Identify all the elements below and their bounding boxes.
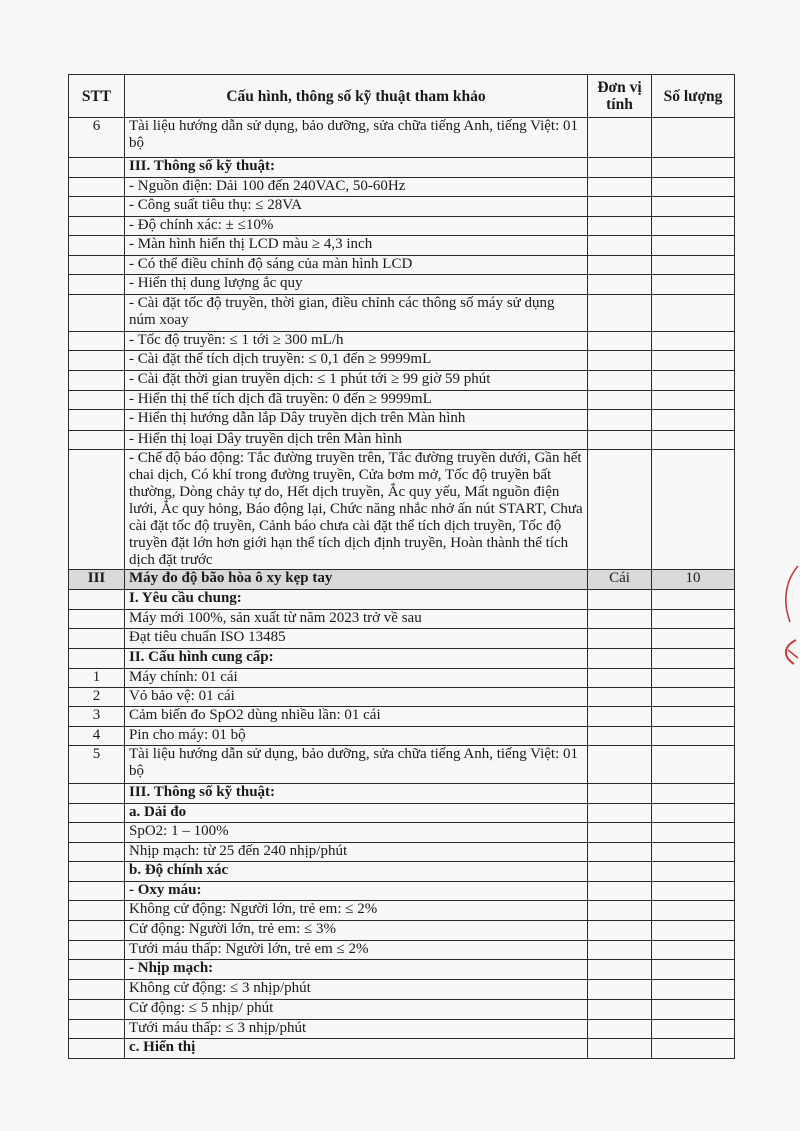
row-description: Cảm biến đo SpO2 dùng nhiều lần: 01 cái (125, 707, 588, 727)
row-unit (588, 823, 652, 843)
row-stt (69, 236, 125, 256)
table-row (69, 1020, 735, 1039)
row-description: Máy chính: 01 cái (125, 669, 588, 688)
table-row (69, 197, 735, 217)
row-stt (69, 371, 125, 391)
row-stt (69, 980, 125, 1000)
row-description: Đạt tiêu chuẩn ISO 13485 (125, 629, 588, 649)
table-row (69, 450, 735, 570)
table-row (69, 391, 735, 410)
table-row (69, 843, 735, 862)
row-description: - Công suất tiêu thụ: ≤ 28VA (125, 197, 588, 217)
row-qty (652, 1000, 735, 1020)
row-unit (588, 610, 652, 629)
row-qty (652, 410, 735, 431)
row-qty (652, 590, 735, 610)
row-stt (69, 178, 125, 197)
table-row (69, 217, 735, 236)
row-unit (588, 688, 652, 707)
table-row (69, 351, 735, 371)
row-unit (588, 197, 652, 217)
table-row (69, 921, 735, 941)
row-description: Vỏ bảo vệ: 01 cái (125, 688, 588, 707)
row-stt (69, 590, 125, 610)
row-unit (588, 746, 652, 784)
row-description: - Màn hình hiển thị LCD màu ≥ 4,3 inch (125, 236, 588, 256)
row-unit (588, 784, 652, 804)
row-qty (652, 295, 735, 332)
row-unit: Cái (588, 570, 652, 590)
table-row (69, 727, 735, 746)
row-qty (652, 332, 735, 351)
row-stt (69, 431, 125, 450)
row-stt: 5 (69, 746, 125, 784)
table-header-row (69, 75, 735, 118)
table-row (69, 158, 735, 178)
row-stt (69, 804, 125, 823)
row-qty (652, 450, 735, 570)
table-body (69, 118, 735, 1059)
row-qty (652, 1039, 735, 1059)
header-stt: STT (69, 75, 125, 118)
row-qty (652, 727, 735, 746)
row-stt (69, 275, 125, 295)
row-unit (588, 332, 652, 351)
row-stt (69, 629, 125, 649)
row-stt (69, 391, 125, 410)
row-description: - Có thể điều chỉnh độ sáng của màn hình LCD (125, 256, 588, 275)
red-stamp-mark (776, 560, 800, 670)
row-unit (588, 236, 652, 256)
row-stt (69, 217, 125, 236)
row-stt (69, 295, 125, 332)
row-stt (69, 332, 125, 351)
row-qty (652, 236, 735, 256)
header-unit: Đơn vị tính (588, 75, 652, 118)
row-unit (588, 727, 652, 746)
row-qty (652, 431, 735, 450)
table-row (69, 804, 735, 823)
row-stt (69, 450, 125, 570)
row-unit (588, 590, 652, 610)
row-unit (588, 960, 652, 980)
row-description: Máy mới 100%, sản xuất từ năm 2023 trở về sau (125, 610, 588, 629)
row-description: a. Dải đo (125, 804, 588, 823)
table-row (69, 823, 735, 843)
row-stt (69, 921, 125, 941)
row-qty (652, 980, 735, 1000)
row-description: III. Thông số kỹ thuật: (125, 158, 588, 178)
row-description: - Độ chính xác: ± ≤10% (125, 217, 588, 236)
row-stt (69, 882, 125, 901)
row-stt (69, 862, 125, 882)
row-qty (652, 804, 735, 823)
row-unit (588, 371, 652, 391)
table-row (69, 862, 735, 882)
row-stt: 3 (69, 707, 125, 727)
row-unit (588, 649, 652, 669)
row-unit (588, 295, 652, 332)
row-unit (588, 629, 652, 649)
row-unit (588, 431, 652, 450)
row-stt (69, 823, 125, 843)
row-unit (588, 1000, 652, 1020)
row-stt (69, 960, 125, 980)
row-description: Tưới máu thấp: Người lớn, trẻ em ≤ 2% (125, 941, 588, 960)
table-row (69, 649, 735, 669)
row-qty (652, 275, 735, 295)
row-stt (69, 784, 125, 804)
row-qty (652, 118, 735, 158)
row-qty (652, 941, 735, 960)
row-qty (652, 823, 735, 843)
row-stt: 4 (69, 727, 125, 746)
row-description: - Nhịp mạch: (125, 960, 588, 980)
table-row (69, 901, 735, 921)
row-unit (588, 921, 652, 941)
row-description: - Hiển thị loại Dây truyền dịch trên Màn hình (125, 431, 588, 450)
row-qty (652, 256, 735, 275)
header-qty: Số lượng (652, 75, 735, 118)
row-description: Nhịp mạch: từ 25 đến 240 nhịp/phút (125, 843, 588, 862)
row-qty: 10 (652, 570, 735, 590)
row-description: II. Cấu hình cung cấp: (125, 649, 588, 669)
row-stt: III (69, 570, 125, 590)
row-unit (588, 843, 652, 862)
row-stt (69, 843, 125, 862)
spec-table (68, 74, 735, 1059)
row-stt: 1 (69, 669, 125, 688)
row-description: c. Hiển thị (125, 1039, 588, 1059)
table-row (69, 295, 735, 332)
row-qty (652, 921, 735, 941)
row-description: - Cài đặt thời gian truyền dịch: ≤ 1 phút tới ≥ 99 giờ 59 phút (125, 371, 588, 391)
row-qty (652, 882, 735, 901)
row-stt (69, 197, 125, 217)
row-description: - Chế độ báo động: Tắc đường truyền trên, Tắc đường truyền dưới, Gần hết chai dịch, Có khí trong đường truyền, Cửa bơm mở, Tốc độ truyền bất thường, Dòng chảy tự do, Hết dịch truyền, Ắc quy yếu, Mất nguồn điện lưới, Ắc quy hỏng, Báo động lại, Chức năng nhắc nhở ấn nút START, Chưa cài đặt tốc độ truyền, Cảnh báo chưa cài đặt thể tích dịch truyền, Tốc độ truyền đặt lớn hơn giới hạn thể tích dịch định truyền, Hoàn thành thể tích dịch đặt trước (125, 450, 588, 570)
table-row (69, 431, 735, 450)
row-unit (588, 256, 652, 275)
row-description: - Hiển thị thể tích dịch đã truyền: 0 đến ≥ 9999mL (125, 391, 588, 410)
row-stt (69, 901, 125, 921)
row-description: I. Yêu cầu chung: (125, 590, 588, 610)
row-qty (652, 862, 735, 882)
row-description: Cử động: ≤ 5 nhịp/ phút (125, 1000, 588, 1020)
row-unit (588, 178, 652, 197)
table-row (69, 590, 735, 610)
table-row (69, 256, 735, 275)
row-description: - Nguồn điện: Dải 100 đến 240VAC, 50-60Hz (125, 178, 588, 197)
table-row (69, 236, 735, 256)
row-unit (588, 158, 652, 178)
row-description: SpO2: 1 – 100% (125, 823, 588, 843)
row-description: Cử động: Người lớn, trẻ em: ≤ 3% (125, 921, 588, 941)
row-qty (652, 901, 735, 921)
row-description: - Cài đặt tốc độ truyền, thời gian, điều chỉnh các thông số máy sử dụng núm xoay (125, 295, 588, 332)
row-stt (69, 158, 125, 178)
row-unit (588, 275, 652, 295)
row-description: - Tốc độ truyền: ≤ 1 tới ≥ 300 mL/h (125, 332, 588, 351)
row-stt (69, 1020, 125, 1039)
row-unit (588, 450, 652, 570)
row-unit (588, 980, 652, 1000)
table-row (69, 332, 735, 351)
row-qty (652, 610, 735, 629)
table-row (69, 688, 735, 707)
row-qty (652, 843, 735, 862)
row-unit (588, 882, 652, 901)
table-row (69, 1039, 735, 1059)
row-qty (652, 197, 735, 217)
row-stt: 2 (69, 688, 125, 707)
table-row (69, 570, 735, 590)
row-stt (69, 1039, 125, 1059)
table-row (69, 980, 735, 1000)
row-unit (588, 862, 652, 882)
row-unit (588, 351, 652, 371)
row-qty (652, 649, 735, 669)
row-unit (588, 804, 652, 823)
table-row (69, 371, 735, 391)
row-description: Máy đo độ bão hòa ô xy kẹp tay (125, 570, 588, 590)
table-row (69, 629, 735, 649)
row-unit (588, 1039, 652, 1059)
row-description: III. Thông số kỹ thuật: (125, 784, 588, 804)
row-unit (588, 217, 652, 236)
row-description: b. Độ chính xác (125, 862, 588, 882)
row-qty (652, 746, 735, 784)
row-stt (69, 941, 125, 960)
row-unit (588, 901, 652, 921)
row-description: Không cử động: Người lớn, trẻ em: ≤ 2% (125, 901, 588, 921)
row-qty (652, 707, 735, 727)
table-row (69, 1000, 735, 1020)
table-row (69, 410, 735, 431)
row-qty (652, 688, 735, 707)
header-config: Cấu hình, thông số kỹ thuật tham khảo (125, 75, 588, 118)
row-unit (588, 118, 652, 158)
row-qty (652, 217, 735, 236)
row-stt: 6 (69, 118, 125, 158)
table-row (69, 707, 735, 727)
table-row (69, 178, 735, 197)
row-unit (588, 410, 652, 431)
row-description: - Oxy máu: (125, 882, 588, 901)
row-description: Tưới máu thấp: ≤ 3 nhịp/phút (125, 1020, 588, 1039)
row-description: Pin cho máy: 01 bộ (125, 727, 588, 746)
row-description: - Cài đặt thể tích dịch truyền: ≤ 0,1 đến ≥ 9999mL (125, 351, 588, 371)
row-qty (652, 158, 735, 178)
row-unit (588, 1020, 652, 1039)
row-stt (69, 649, 125, 669)
table-row (69, 941, 735, 960)
row-qty (652, 178, 735, 197)
row-qty (652, 371, 735, 391)
row-qty (652, 629, 735, 649)
table-row (69, 118, 735, 158)
row-unit (588, 707, 652, 727)
row-stt (69, 351, 125, 371)
table-row (69, 746, 735, 784)
row-description: - Hiển thị dung lượng ắc quy (125, 275, 588, 295)
row-qty (652, 351, 735, 371)
row-qty (652, 784, 735, 804)
row-qty (652, 960, 735, 980)
row-unit (588, 391, 652, 410)
row-description: - Hiển thị hướng dẫn lắp Dây truyền dịch trên Màn hình (125, 410, 588, 431)
row-description: Tài liệu hướng dẫn sử dụng, bảo dưỡng, sửa chữa tiếng Anh, tiếng Việt: 01 bộ (125, 118, 588, 158)
row-stt (69, 410, 125, 431)
row-qty (652, 391, 735, 410)
row-stt (69, 610, 125, 629)
table-row (69, 610, 735, 629)
row-description: Tài liệu hướng dẫn sử dụng, bảo dưỡng, sửa chữa tiếng Anh, tiếng Việt: 01 bộ (125, 746, 588, 784)
row-qty (652, 1020, 735, 1039)
table-row (69, 275, 735, 295)
table-row (69, 669, 735, 688)
table-row (69, 882, 735, 901)
row-description: Không cử động: ≤ 3 nhịp/phút (125, 980, 588, 1000)
row-unit (588, 669, 652, 688)
row-qty (652, 669, 735, 688)
table-row (69, 960, 735, 980)
row-unit (588, 941, 652, 960)
table-row (69, 784, 735, 804)
row-stt (69, 256, 125, 275)
row-stt (69, 1000, 125, 1020)
